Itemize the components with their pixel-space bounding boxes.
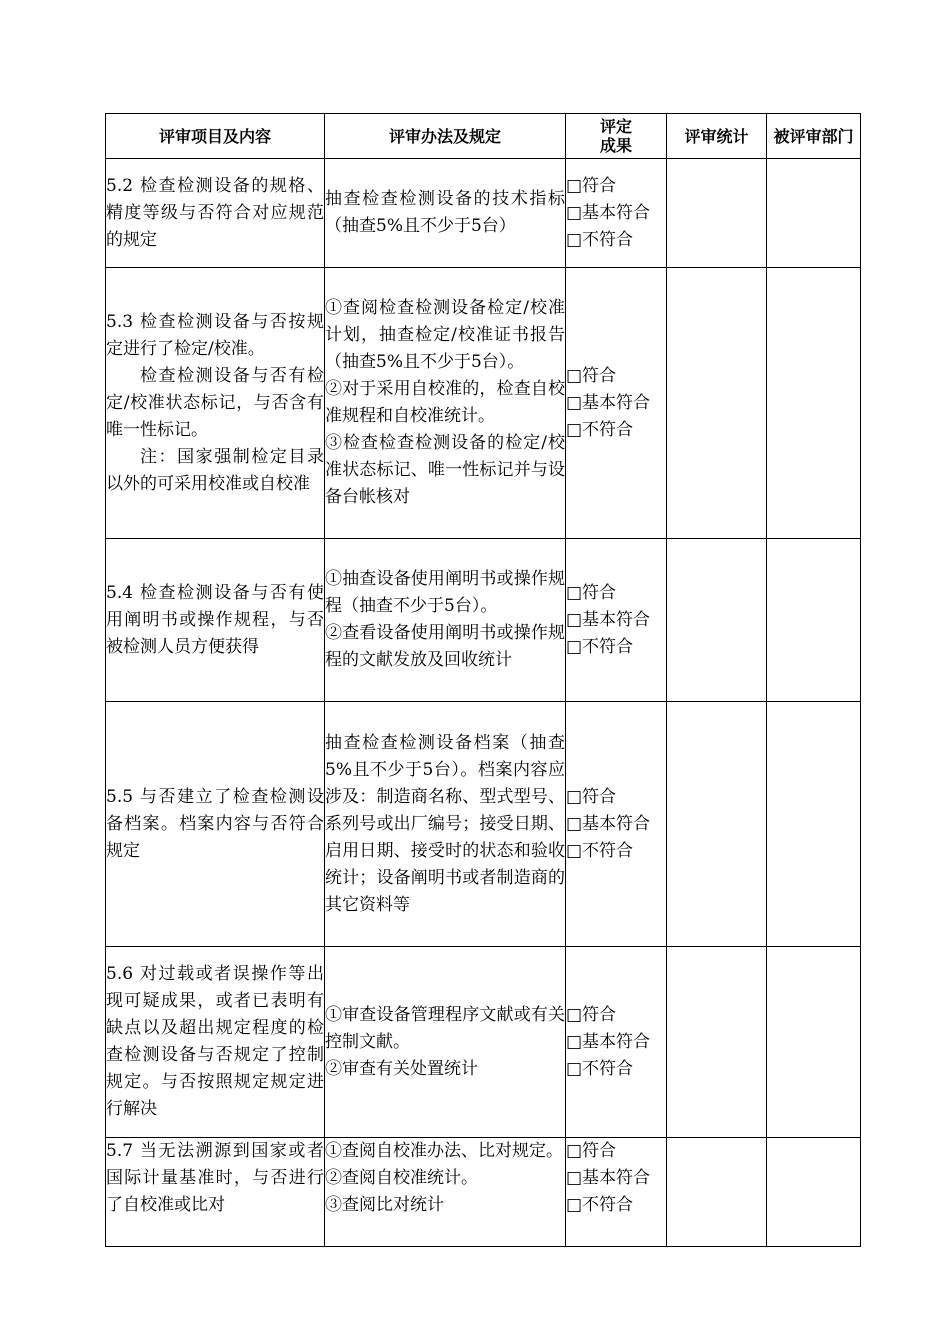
item-text: 5.4 检查检测设备与否有使用阐明书或操作规程，与否被检测人员方便获得 (106, 582, 324, 657)
item-cell (106, 159, 325, 268)
stats-cell[interactable] (667, 268, 767, 539)
option-conform[interactable]: □符合 (566, 365, 617, 386)
item-text: 5.7 当无法溯源到国家或者国际计量基准时，与否进行了自校准或比对 (106, 1141, 324, 1215)
header-method: 评审办法及规定 (325, 114, 566, 159)
header-row (106, 114, 861, 159)
item-text: 5.3 检查检测设备与否按规定进行了检定/校准。 (106, 311, 324, 359)
review-table (105, 113, 861, 1247)
header-result: 评定 成果 (566, 114, 667, 159)
option-nonconform[interactable]: □不符合 (566, 1195, 634, 1215)
result-cell (566, 947, 667, 1138)
result-cell (566, 159, 667, 268)
option-conform[interactable]: □符合 (566, 786, 617, 807)
item-text: 检查检测设备与否有检定/校准状态标记，与否含有唯一性标记。 (106, 365, 324, 440)
option-conform[interactable]: □符合 (566, 175, 617, 196)
stats-cell[interactable] (667, 947, 767, 1138)
dept-cell[interactable] (767, 702, 861, 947)
option-basic-conform[interactable]: □基本符合 (566, 1168, 651, 1188)
item-cell (106, 268, 325, 539)
method-step: ②审查有关处置统计 (325, 1058, 478, 1079)
item-cell (106, 539, 325, 702)
dept-cell[interactable] (767, 159, 861, 268)
method-cell (325, 159, 566, 268)
item-text: 5.2 检查检测设备的规格、精度等级与否符合对应规范的规定 (106, 175, 324, 250)
method-step: ①审查设备管理程序文献或有关控制文献。 (325, 1004, 565, 1052)
option-basic-conform[interactable]: □基本符合 (566, 202, 651, 223)
item-text: 5.6 对过载或者误操作等出现可疑成果，或者已表明有缺点以及超出规定程度的检查检测设备与否规定了控制规定。与否按照规定规定进行解决 (106, 964, 324, 1119)
method-step: ②对于采用自校准的，检查自校准规程和自校准统计。 (325, 379, 565, 426)
method-step: ②查看设备使用阐明书或操作规程的文献发放及回收统计 (325, 623, 565, 670)
dept-cell[interactable] (767, 1138, 861, 1247)
method-cell (325, 1138, 566, 1247)
method-text: 抽查检查检测设备档案（抽查5%且不少于5台）。档案内容应涉及：制造商名称、型式型号、系列号或出厂编号；接受日期、启用日期、接受时的状态和验收统计；设备阐明书或者制造商的其它资料等 (325, 732, 565, 915)
result-cell (566, 702, 667, 947)
option-basic-conform[interactable]: □基本符合 (566, 813, 651, 834)
option-basic-conform[interactable]: □基本符合 (566, 1031, 651, 1052)
method-step: ③检查检查检测设备的检定/校准状态标记、唯一性标记并与设备台帐核对 (325, 433, 565, 507)
method-cell (325, 539, 566, 702)
stats-cell[interactable] (667, 159, 767, 268)
header-item: 评审项目及内容 (106, 114, 325, 159)
option-nonconform[interactable]: □不符合 (566, 419, 634, 440)
method-cell (325, 702, 566, 947)
stats-cell[interactable] (667, 702, 767, 947)
option-nonconform[interactable]: □不符合 (566, 636, 634, 657)
dept-cell[interactable] (767, 268, 861, 539)
method-cell (325, 268, 566, 539)
item-text: 5.5 与否建立了检查检测设备档案。档案内容与否符合规定 (106, 786, 324, 861)
result-cell (566, 1138, 667, 1247)
option-conform[interactable]: □符合 (566, 1141, 617, 1161)
item-cell (106, 702, 325, 947)
option-basic-conform[interactable]: □基本符合 (566, 392, 651, 413)
option-conform[interactable]: □符合 (566, 582, 617, 603)
item-cell (106, 1138, 325, 1247)
option-basic-conform[interactable]: □基本符合 (566, 609, 651, 630)
option-conform[interactable]: □符合 (566, 1004, 617, 1025)
stats-cell[interactable] (667, 1138, 767, 1247)
header-stats: 评审统计 (667, 114, 767, 159)
item-note: 注：国家强制检定目录以外的可采用校准或自校准 (106, 446, 324, 494)
option-nonconform[interactable]: □不符合 (566, 840, 634, 861)
table-row (106, 159, 861, 268)
method-text: 抽查检查检测设备的技术指标（抽查5%且不少于5台） (325, 189, 565, 236)
method-cell (325, 947, 566, 1138)
table-row (106, 268, 861, 539)
stats-cell[interactable] (667, 539, 767, 702)
item-cell (106, 947, 325, 1138)
table-row (106, 947, 861, 1138)
method-step: ①查阅自校准办法、比对规定。 (325, 1141, 563, 1161)
option-nonconform[interactable]: □不符合 (566, 1058, 634, 1079)
header-dept: 被评审部门 (767, 114, 861, 159)
option-nonconform[interactable]: □不符合 (566, 229, 634, 250)
table-row (106, 702, 861, 947)
dept-cell[interactable] (767, 947, 861, 1138)
method-step: ②查阅自校准统计。 (325, 1168, 478, 1188)
table-row (106, 539, 861, 702)
method-step: ①抽查设备使用阐明书或操作规程（抽查不少于5台）。 (325, 569, 565, 616)
method-step: ③查阅比对统计 (325, 1195, 444, 1215)
method-step: ①查阅检查检测设备检定/校准计划，抽查检定/校准证书报告（抽查5%且不少于5台）。 (325, 298, 565, 372)
result-cell (566, 539, 667, 702)
table-row (106, 1138, 861, 1247)
dept-cell[interactable] (767, 539, 861, 702)
result-cell (566, 268, 667, 539)
